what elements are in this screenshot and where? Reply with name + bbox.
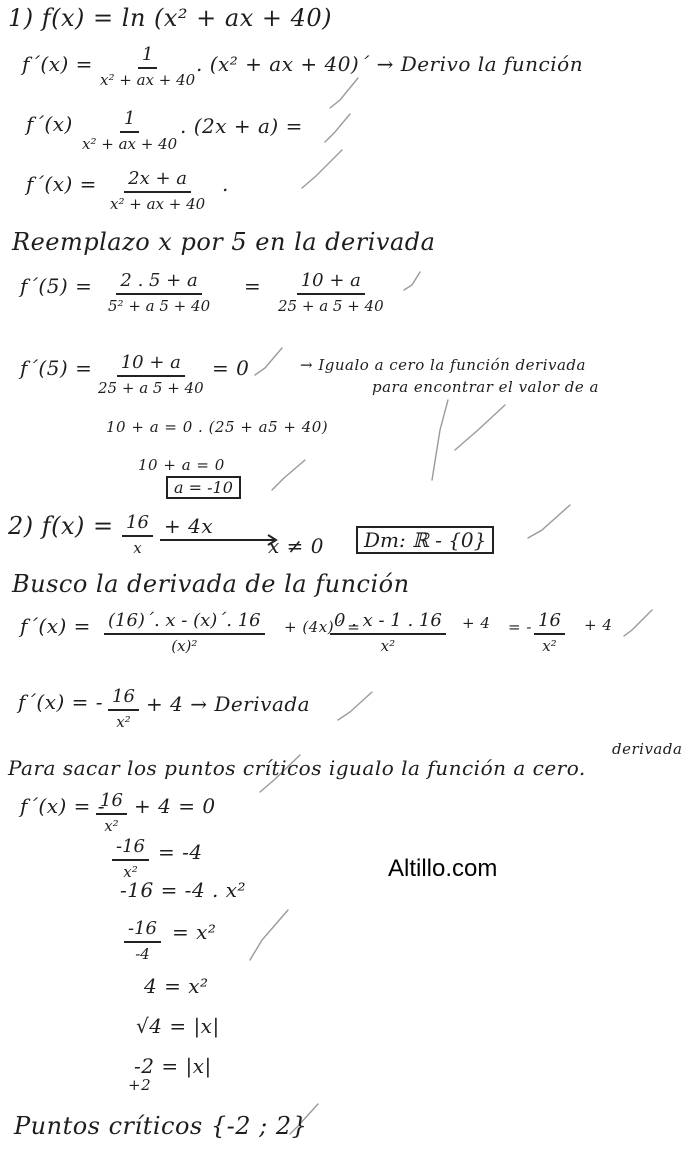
ex1-product: . (2x + a) = [180, 114, 303, 138]
ex2-term: + 4 [584, 616, 613, 634]
ex1-derivative-label: f´(5) = [20, 356, 93, 380]
ex2-quotient-rule: (16)´. x - (x)´. 16 (x)² [104, 610, 265, 655]
ex2-derivative-label: f´(x) = - [20, 794, 106, 818]
check-icon [404, 272, 420, 290]
ex2-condition: x ≠ 0 [268, 534, 324, 558]
ex2-fraction: 16 x² [96, 790, 127, 835]
ex2-equation: 4 = x² [144, 974, 209, 998]
watermark: Altillo.com [388, 855, 498, 882]
ex2-equation-alt: +2 [128, 1076, 152, 1094]
pencil-stroke [432, 400, 448, 480]
ex1-derivative-label: f´(x) [26, 112, 73, 136]
ex1-equals-zero: = 0 [212, 356, 250, 380]
ex2-equation: -16 = -4 . x² [120, 878, 247, 902]
ex2-domain-box: Dm: ℝ - {0} [356, 526, 494, 554]
ex2-equation: = -4 [158, 840, 203, 864]
ex2-function-label: 2) f(x) = [8, 512, 114, 540]
ex1-chain-rule: . (x² + ax + 40)´ → Derivo la función [196, 52, 584, 76]
ex2-fraction: 0 . x - 1 . 16 x² [330, 610, 446, 655]
ex2-critical-points: Puntos críticos {-2 ; 2} [14, 1112, 308, 1140]
ex1-equals: = [244, 274, 262, 298]
ex2-derivative-label: f´(x) = - [18, 690, 104, 714]
ex2-equation: = x² [172, 920, 217, 944]
ex2-term: + (4x)´ = [284, 618, 361, 636]
ex1-fraction: 10 + a 25 + a 5 + 40 [278, 270, 384, 315]
check-icon [302, 150, 342, 188]
ex1-fraction: 2 . 5 + a 5² + a 5 + 40 [108, 270, 211, 315]
ex2-fraction: -16 -4 [124, 918, 161, 963]
ex2-derivative-label: f´(x) = [20, 614, 91, 638]
check-icon [330, 78, 358, 108]
ex1-function: 1) f(x) = ln (x² + ax + 40) [8, 4, 333, 32]
ex1-fraction: 1 x² + ax + 40 [100, 44, 196, 89]
ex1-step-note: → Igualo a cero la función derivada [300, 356, 586, 374]
ex1-equation: 10 + a = 0 [138, 456, 225, 474]
ex1-step-note: Reemplazo x por 5 en la derivada [12, 228, 436, 256]
check-icon [250, 910, 288, 960]
ex2-equation: -2 = |x| [134, 1054, 212, 1078]
ex1-step-note: para encontrar el valor de a [372, 378, 599, 396]
check-icon [624, 610, 652, 636]
ex1-derivative-label: f´(x) = [22, 52, 93, 76]
pencil-stroke [455, 405, 505, 450]
check-icon [528, 505, 570, 538]
ex2-step-note: Para sacar los puntos críticos igualo la función a cero. [8, 756, 586, 780]
ex2-step-note: Busco la derivada de la función [12, 570, 410, 598]
ex2-equation: √4 = |x| [136, 1014, 220, 1038]
ex2-equals: = - [508, 618, 532, 636]
ex1-derivative-label: f´(x) = [26, 172, 97, 196]
check-icon [255, 348, 282, 375]
ex2-term: + 4 → Derivada [146, 692, 311, 716]
ex1-derivative-label: f´(5) = [20, 274, 93, 298]
ex2-fraction: -16 x² [112, 836, 149, 881]
ex1-fraction: 10 + a 25 + a 5 + 40 [98, 352, 204, 397]
ex2-equation: + 4 = 0 [134, 794, 216, 818]
ex2-fraction: 16 x² [108, 686, 139, 731]
ex2-term: + 4 [462, 614, 491, 632]
ex1-equation: 10 + a = 0 . (25 + a5 + 40) [106, 418, 329, 436]
check-icon [325, 114, 350, 142]
check-icon [272, 460, 305, 490]
ex1-fraction: 2x + a x² + ax + 40 [110, 168, 206, 213]
ex1-result-box: a = -10 [166, 476, 241, 499]
ex1-dot: . [222, 172, 229, 196]
ex2-fraction: 16 x² [534, 610, 565, 655]
check-icon [338, 692, 372, 720]
ex2-function-term: + 4x [164, 514, 214, 538]
ex2-fraction: 16 x [122, 512, 153, 557]
ex2-superscript-note: derivada [612, 740, 683, 758]
ex1-fraction: 1 x² + ax + 40 [82, 108, 178, 153]
